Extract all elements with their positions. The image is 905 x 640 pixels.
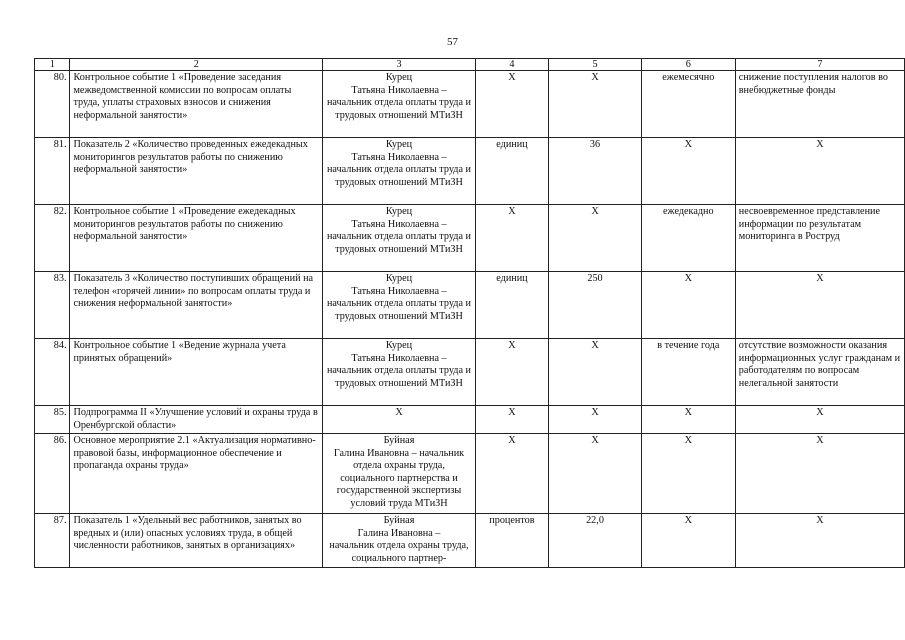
row-number: 82. (35, 205, 70, 272)
row-value: 22,0 (549, 514, 642, 568)
row-period: X (641, 406, 735, 434)
row-responsible: Буйная Галина Ивановна – начальник отдела охраны труда, социального партнер- (323, 514, 476, 568)
row-responsible: Буйная Галина Ивановна – начальник отдела охраны труда, социального партнерства и государственной экспертизы условий труда МТиЗН (323, 434, 476, 514)
table-row (35, 339, 905, 406)
row-value: 36 (549, 138, 642, 205)
row-responsible: Курец Татьяна Николаевна – начальник отдела оплаты труда и трудовых отношений МТиЗН (323, 71, 476, 138)
row-name: Основное мероприятие 2.1 «Актуализация нормативно-правовой базы, информационное обеспечение и пропаганда охраны труда» (70, 434, 323, 514)
row-number: 81. (35, 138, 70, 205)
row-risk: X (735, 138, 904, 205)
row-risk: X (735, 434, 904, 514)
row-responsible: Курец Татьяна Николаевна – начальник отдела оплаты труда и трудовых отношений МТиЗН (323, 205, 476, 272)
row-number: 85. (35, 406, 70, 434)
row-responsible: Курец Татьяна Николаевна – начальник отдела оплаты труда и трудовых отношений МТиЗН (323, 272, 476, 339)
col-header-5: 5 (549, 59, 642, 71)
page-number: 57 (447, 36, 458, 48)
row-number: 84. (35, 339, 70, 406)
row-unit: X (475, 434, 548, 514)
row-unit: X (475, 406, 548, 434)
row-risk: X (735, 406, 904, 434)
row-unit: единиц (475, 138, 548, 205)
header-row (35, 59, 905, 71)
row-value: X (549, 205, 642, 272)
row-name: Контрольное событие 1 «Ведение журнала учета принятых обращений» (70, 339, 323, 406)
col-header-7: 7 (735, 59, 904, 71)
row-name: Контрольное событие 1 «Проведение заседания межведомственной комиссии по вопросам оплаты труда, уплаты страховых взносов и снижения неформальной занятости» (70, 71, 323, 138)
row-risk: снижение поступления налогов во внебюджетные фонды (735, 71, 904, 138)
row-unit: X (475, 205, 548, 272)
row-period: X (641, 138, 735, 205)
row-value: X (549, 406, 642, 434)
row-number: 83. (35, 272, 70, 339)
row-unit: единиц (475, 272, 548, 339)
plan-table (34, 58, 905, 568)
row-value: X (549, 434, 642, 514)
col-header-1: 1 (35, 59, 70, 71)
row-number: 87. (35, 514, 70, 568)
row-risk: X (735, 272, 904, 339)
table-row (35, 514, 905, 568)
row-risk: отсутствие возможности оказания информационных услуг гражданам и работодателям по вопросам нелегальной занятости (735, 339, 904, 406)
table-row (35, 434, 905, 514)
row-responsible: X (323, 406, 476, 434)
row-value: X (549, 339, 642, 406)
row-name: Подпрограмма II «Улучшение условий и охраны труда в Оренбургской области» (70, 406, 323, 434)
col-header-6: 6 (641, 59, 735, 71)
row-unit: X (475, 339, 548, 406)
row-period: X (641, 514, 735, 568)
row-responsible: Курец Татьяна Николаевна – начальник отдела оплаты труда и трудовых отношений МТиЗН (323, 138, 476, 205)
row-period: в течение года (641, 339, 735, 406)
row-number: 80. (35, 71, 70, 138)
table-row (35, 138, 905, 205)
row-period: X (641, 434, 735, 514)
row-name: Показатель 2 «Количество проведенных ежедекадных мониторингов результатов работы по снижению неформальной занятости» (70, 138, 323, 205)
table-row (35, 406, 905, 434)
table-row (35, 272, 905, 339)
row-number: 86. (35, 434, 70, 514)
row-risk: несвоевременное представление информации по результатам мониторинга в Роструд (735, 205, 904, 272)
row-risk: X (735, 514, 904, 568)
col-header-2: 2 (70, 59, 323, 71)
row-name: Контрольное событие 1 «Проведение ежедекадных мониторингов результатов работы по снижению неформальной занятости» (70, 205, 323, 272)
row-name: Показатель 1 «Удельный вес работников, занятых во вредных и (или) опасных условиях труда, в общей численности работников, занятых в организациях» (70, 514, 323, 568)
row-unit: процентов (475, 514, 548, 568)
row-unit: X (475, 71, 548, 138)
row-responsible: Курец Татьяна Николаевна – начальник отдела оплаты труда и трудовых отношений МТиЗН (323, 339, 476, 406)
row-period: ежемесячно (641, 71, 735, 138)
col-header-4: 4 (475, 59, 548, 71)
row-value: X (549, 71, 642, 138)
table-row (35, 71, 905, 138)
row-name: Показатель 3 «Количество поступивших обращений на телефон «горячей линии» по вопросам оплаты труда и снижения неформальной занятости» (70, 272, 323, 339)
row-period: ежедекадно (641, 205, 735, 272)
col-header-3: 3 (323, 59, 476, 71)
row-period: X (641, 272, 735, 339)
row-value: 250 (549, 272, 642, 339)
table-row (35, 205, 905, 272)
